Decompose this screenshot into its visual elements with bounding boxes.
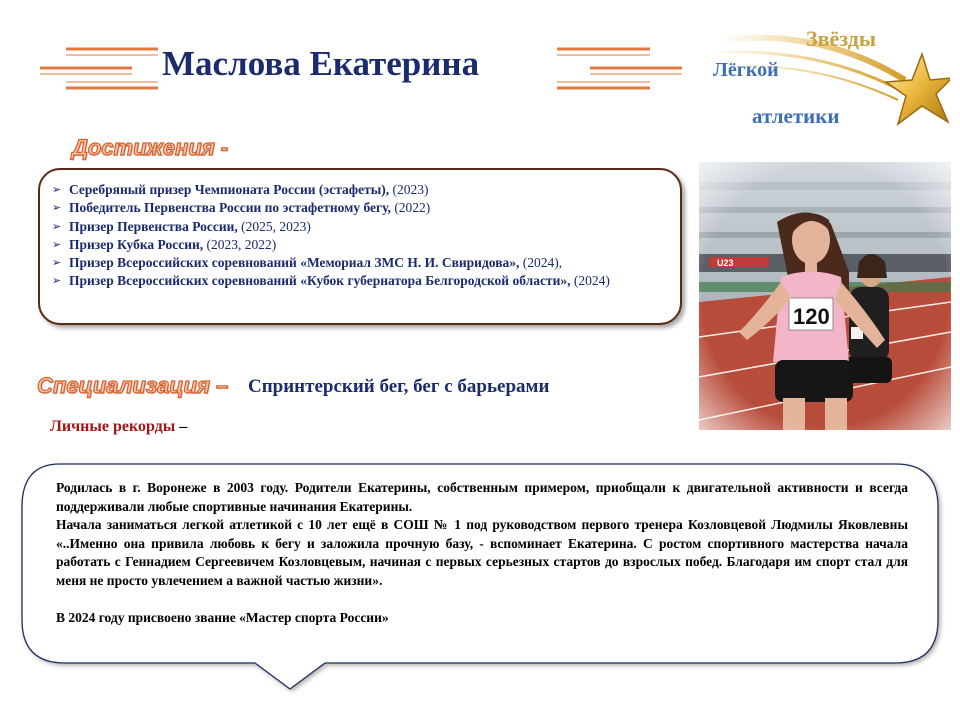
specialization-value: Спринтерский бег, бег с барьерами [248,376,550,397]
achievement-item: ➢ Призер Первенства России, (2025, 2023) [52,218,666,236]
logo-text-line2: Лёгкой [713,59,779,81]
arrow-bullet-icon: ➢ [52,274,62,288]
bio-award-paragraph: В 2024 году присвоено звание «Мастер спорта России» [56,609,389,625]
logo-text-line3: атлетики [752,104,840,128]
athlete-photo [699,162,951,430]
arrow-bullet-icon: ➢ [52,201,62,215]
bio-paragraph: Родилась в г. Воронеже в 2003 году. Родители Екатерины, собственным примером, приобщали к двигательной активности и всегда поддерживали любые спортивные начинания Екатерины. [56,480,908,514]
specialization-heading: Специализация – [37,373,229,398]
arrow-bullet-icon: ➢ [52,237,62,251]
personal-records-label: Личные рекорды – [50,418,188,435]
achievements-list [52,181,666,291]
logo-text-line1: Звёзды [806,26,877,51]
achievement-item: ➢ Призер Всероссийских соревнований «Мемориал ЗМС Н. И. Свиридова», (2024), [52,254,666,272]
bio-text [56,479,908,627]
achievements-box [38,168,682,325]
arrow-bullet-icon: ➢ [52,256,62,270]
page-title: Маслова Екатерина [162,44,480,83]
achievements-heading: Достижения - [72,135,229,160]
arrow-bullet-icon: ➢ [52,219,62,233]
achievement-item: ➢ Призер Всероссийских соревнований «Кубок губернатора Белгородской области», (2024) [52,272,666,290]
achievement-item: ➢ Серебряный призер Чемпионата России (эстафеты), (2023) [52,181,666,199]
achievement-item: ➢ Призер Кубка России, (2023, 2022) [52,236,666,254]
arrow-bullet-icon: ➢ [52,183,62,196]
bio-paragraph: Начала заниматься легкой атлетикой с 10 лет ещё в СОШ № 1 под руководством первого тренера Козловцевой Людмилы Яковлевны «..Именно она привила любовь к бегу и заложила прочную базу, - вспоминает Екатерина. С ростом спортивного мастерства начала работать с Геннадием Сергеевичем Козловцевым, начиная с первых серьезных стартов до взрослых побед. Благодаря им спорт стал для меня не просто увлечением а важной частью жизни». [56,517,908,588]
achievement-item: ➢ Победитель Первенства России по эстафетному бегу, (2022) [52,199,666,217]
